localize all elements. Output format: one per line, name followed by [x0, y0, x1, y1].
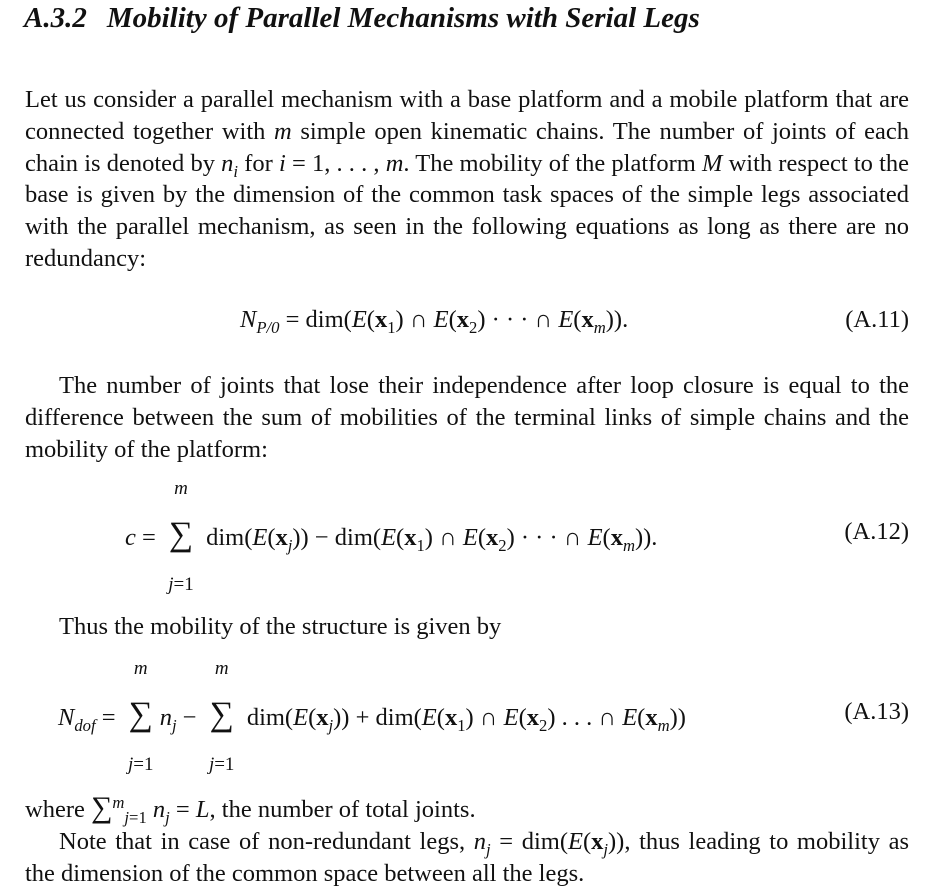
paragraph-mobility-intro: Thus the mobility of the structure is given by [59, 613, 502, 640]
equation-a12 [25, 478, 909, 595]
paragraph-intro: Let us consider a parallel mechanism with a base platform and a mobile platform that are connected together with m simple open kinematic chains. The number of joints of each chain is denoted by $n_i$ for i = 1, . . . , m. The mobility of the platform M with respect to the base is given by the dimension of the common task spaces of the simple legs associated with the parallel mechanism, as seen in the following equations as long as there are no redundancy: [25, 86, 910, 272]
equation-a11-label: (A.11) [845, 306, 909, 333]
equation-a13-body: $N_{dof}$ = ∑ m j=1 $n_j$ − ∑ m j=1 $dim(E(x_j)) + dim(E(x_1)$ ∩ $E(x_2)$ . . . ∩ $E(x_m)$) [58, 658, 686, 775]
summation-symbol-1: ∑ m j=1 [127, 658, 154, 775]
paragraph-conclusion: where ∑$^m_{j=1}$ $n_j = L$, the number of total joints. Note that in case of non-redundant legs, $n_j = dim(E(x_j))$, thus leading to mobility as the dimension of the common space between all the legs. [25, 791, 909, 887]
equation-a12-body: c = ∑ m j=1 $dim(E(x_j)) - dim(E(x_1)$ ∩ $E(x_2)$ · · · ∩ $E(x_m)$). [125, 478, 658, 595]
summation-symbol: ∑ m j=1 [168, 478, 194, 595]
paragraph-loop-closure: The number of joints that lose their independence after loop closure is equal to the difference between the sum of mobilities of the terminal links of simple chains and the mobility of the platform: [25, 372, 909, 463]
equation-a11 [25, 306, 909, 346]
equation-a13-label: (A.13) [844, 698, 909, 725]
summation-symbol-2: ∑ m j=1 [208, 658, 235, 775]
equation-a12-label: (A.12) [844, 518, 909, 545]
equation-a11-body: $N_{P/0} = dim(E(x_1)$ ∩ $E(x_2)$ · · · ∩ $E(x_m)$). [240, 306, 629, 337]
equation-a13 [25, 658, 909, 775]
section-title: Mobility of Parallel Mechanisms with Serial Legs [106, 2, 700, 34]
section-heading [24, 2, 700, 35]
section-number: A.3.2 [24, 2, 87, 34]
